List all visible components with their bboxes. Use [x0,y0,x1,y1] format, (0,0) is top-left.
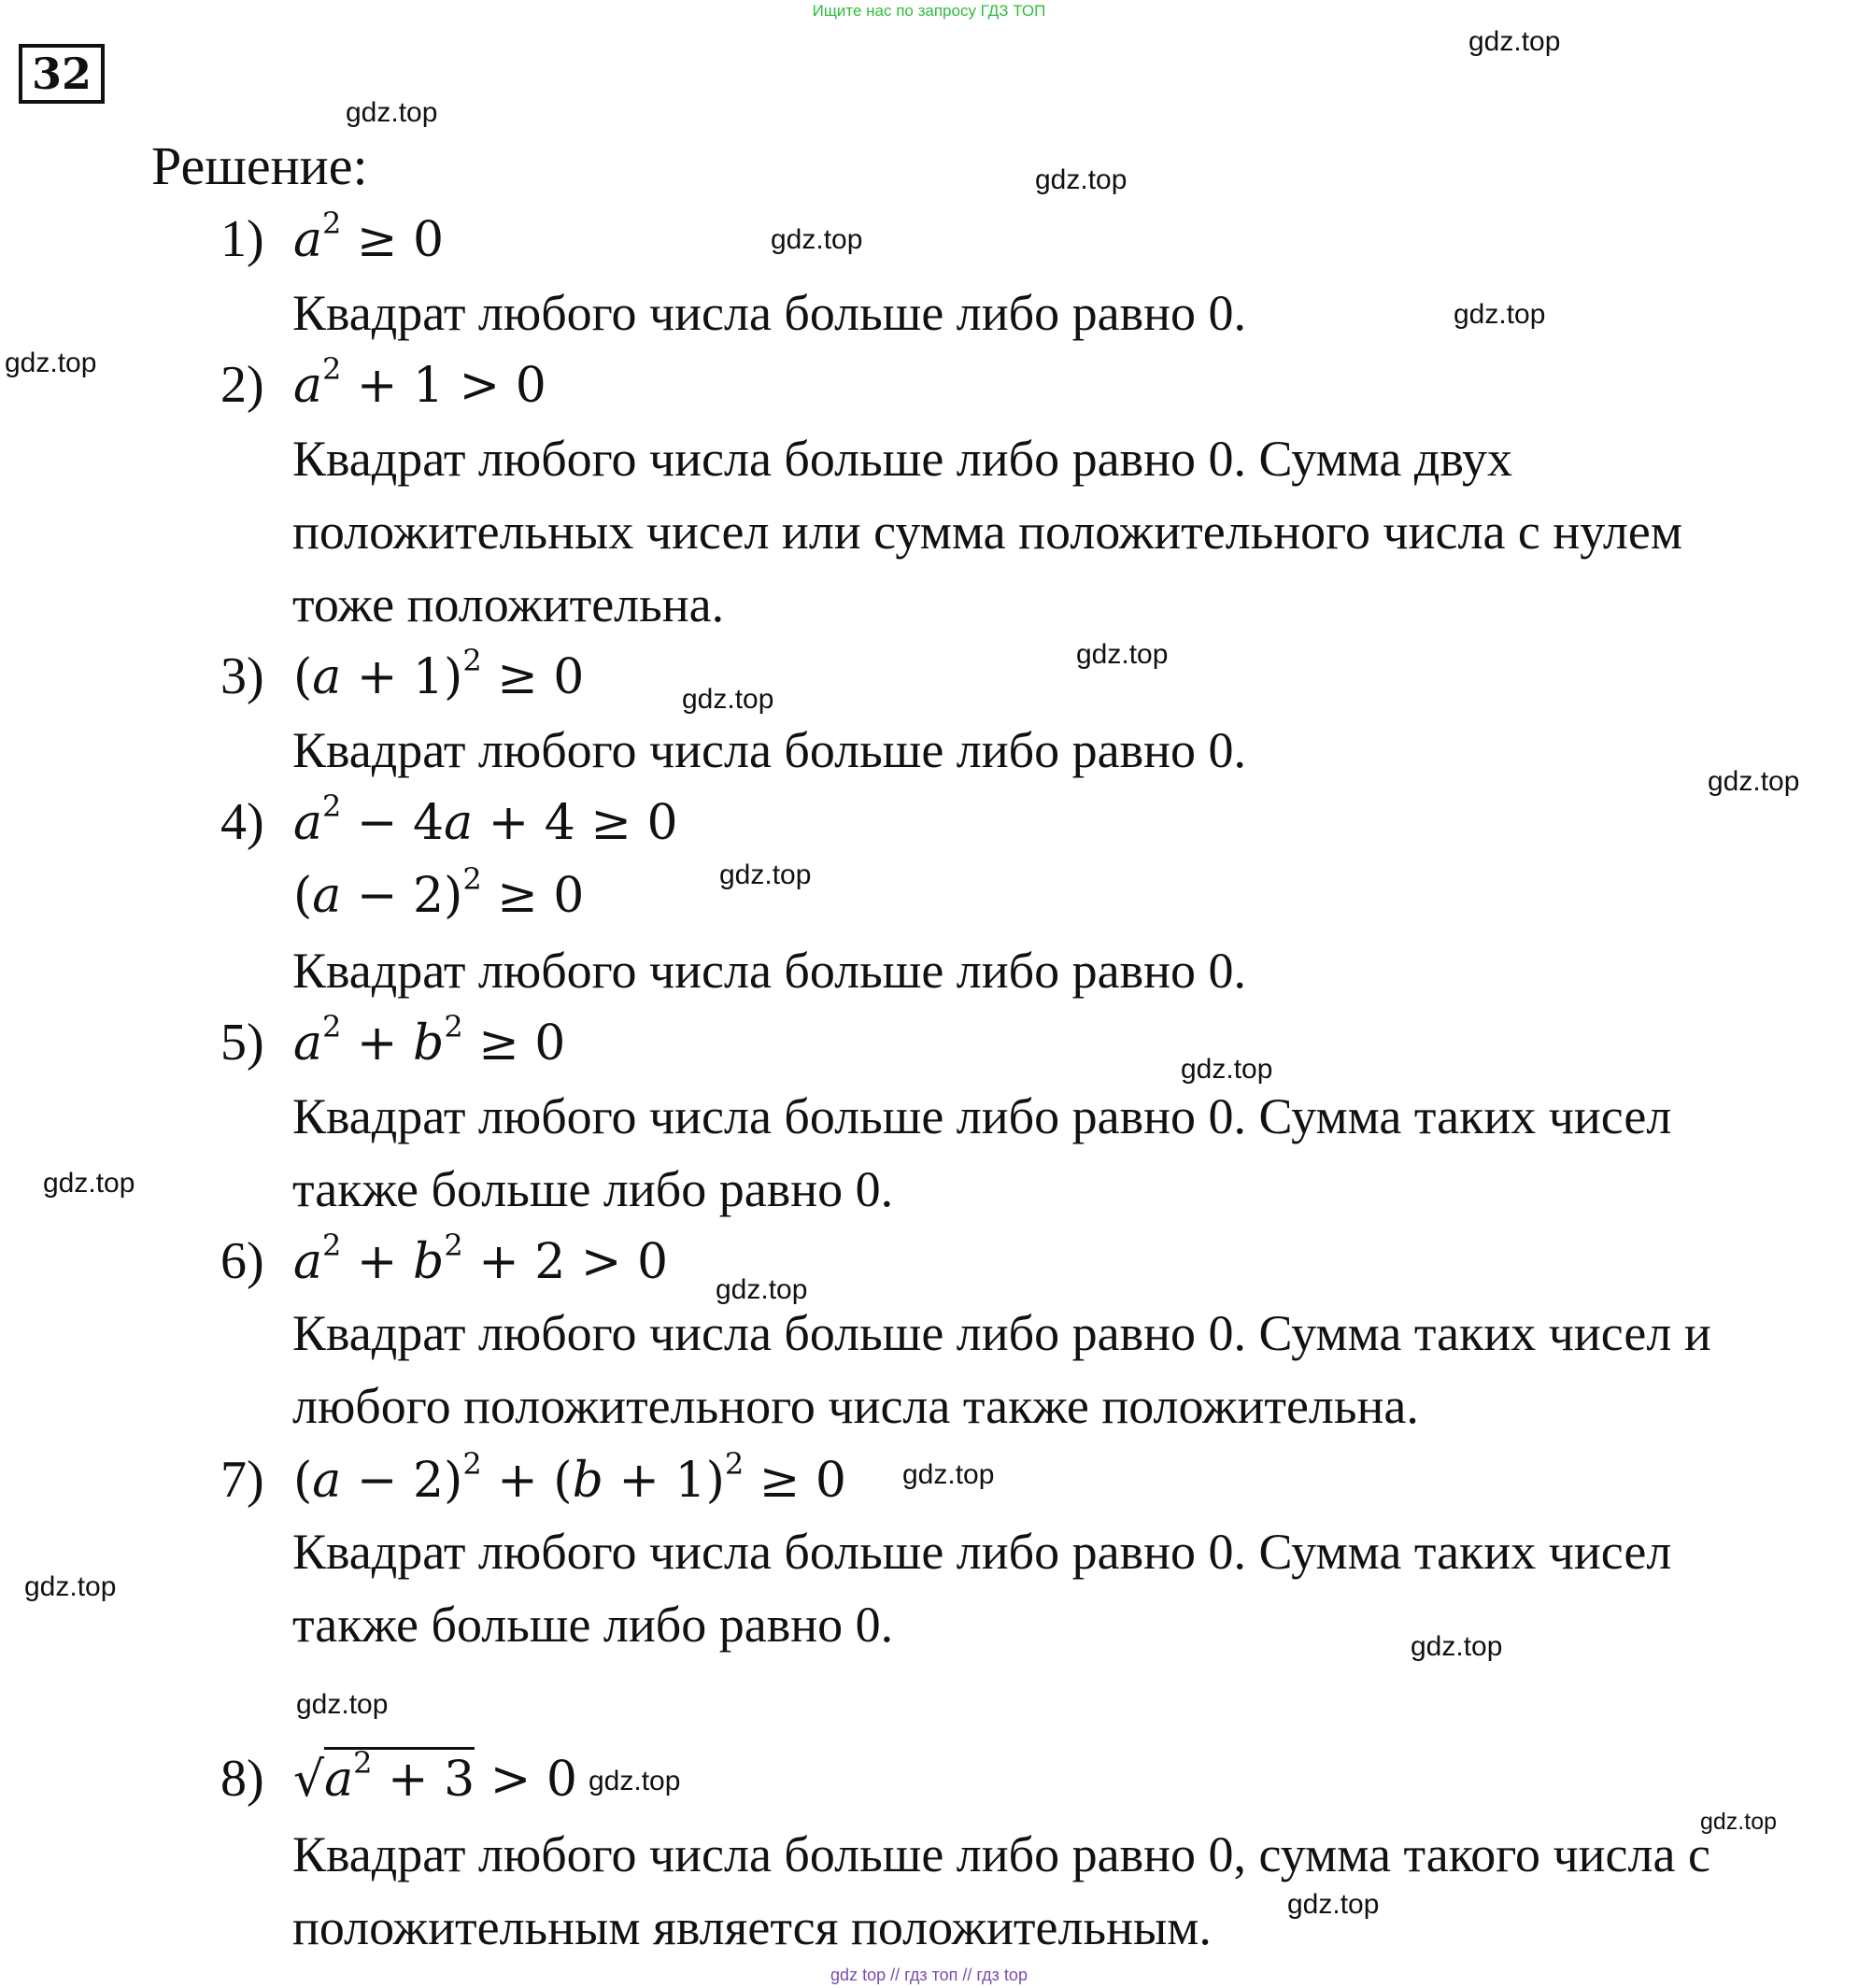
item-5-explanation [292,1080,1671,1226]
item-7 [220,1446,846,1510]
watermark: gdz.top [1468,26,1561,57]
explanation-line: Квадрат любого числа больше либо равно 0. Сумма двух [292,431,1513,487]
item-8-explanation [292,1818,1710,1964]
item-7-number: 7) [220,1451,264,1509]
watermark: gdz.top [771,224,863,255]
watermark: gdz.top [589,1766,681,1796]
top-banner: Ищите нас по запросу ГДЗ ТОП [812,2,1046,20]
item-5-formula: $a^2 + b^2 \ge 0$ [293,1009,566,1072]
watermark: gdz.top [43,1168,135,1199]
item-2-formula: $a^2 + 1 > 0$ [293,351,546,414]
watermark: gdz.top [5,348,97,378]
item-5-number: 5) [220,1014,264,1072]
watermark: gdz.top [1708,766,1800,797]
explanation-line: тоже положительна. [292,576,725,632]
watermark: gdz.top [346,97,438,128]
watermark: gdz.top [296,1689,389,1720]
explanation-line: положительным является положительным. [292,1899,1212,1955]
item-6-explanation [292,1297,1711,1442]
explanation-line: также больше либо равно 0. [292,1161,894,1217]
item-6-number: 6) [220,1232,264,1290]
item-4-number: 4) [220,793,264,851]
item-6-formula: $a^2 + b^2 + 2 > 0$ [293,1228,669,1290]
item-8-number: 8) [220,1750,264,1808]
item-8-formula: $√a^2 + 3 > 0$ [293,1745,577,1808]
item-4 [220,788,678,852]
explanation-line: Квадрат любого числа больше либо равно 0. Сумма таких чисел [292,1524,1672,1580]
explanation-line: Квадрат любого числа больше либо равно 0, сумма такого числа с [292,1826,1710,1882]
item-2-explanation [292,422,1682,641]
watermark: gdz.top [1411,1631,1503,1662]
explanation-line: любого положительного числа также положительна. [292,1378,1419,1434]
watermark: gdz.top [1454,299,1546,330]
item-1 [220,206,445,269]
item-5 [220,1009,566,1072]
item-1-number: 1) [220,210,264,268]
explanation-line: Квадрат любого числа больше либо равно 0. [292,722,1246,778]
sqrt-radicand: $a^2 + 3$ [324,1745,475,1808]
watermark: gdz.top [719,859,812,890]
item-4-explanation [292,934,1246,1007]
item-4-step [293,861,585,925]
problem-number: 32 [19,44,105,104]
watermark: gdz.top [1076,639,1169,670]
item-2-number: 2) [220,356,264,414]
watermark: gdz.top [1287,1889,1380,1920]
explanation-line: положительных чисел или сумма положительного числа с нулем [292,504,1683,560]
item-7-formula: $(a - 2)^2 + (b + 1)^2 \ge 0$ [293,1446,846,1509]
watermark: gdz.top [1181,1054,1273,1085]
watermark: gdz.top [24,1571,117,1602]
watermark: gdz.top [1035,164,1128,195]
item-3-number: 3) [220,647,264,705]
item-3-formula: $(a + 1)^2 \ge 0$ [293,643,585,705]
explanation-line: Квадрат любого числа больше либо равно 0. Сумма таких чисел [292,1088,1672,1144]
item-6 [220,1228,669,1291]
item-8 [220,1745,577,1809]
item-4-formula-2: $(a - 2)^2 \ge 0$ [293,861,585,924]
watermark: gdz.top [1700,1809,1778,1835]
explanation-line: Квадрат любого числа больше либо равно 0. Сумма таких чисел и [292,1305,1711,1361]
item-2 [220,351,546,415]
watermark: gdz.top [682,684,774,715]
watermark: gdz.top [716,1274,808,1305]
watermark: gdz.top [902,1459,995,1490]
explanation-line: Квадрат любого числа больше либо равно 0. [292,943,1246,999]
item-1-formula: $a^2 \ge 0$ [293,206,445,268]
footer-watermark: gdz top // гдз топ // гдз top [830,1966,1028,1984]
explanation-line: также больше либо равно 0. [292,1597,894,1653]
item-1-explanation [292,277,1246,349]
explanation-line: Квадрат любого числа больше либо равно 0. [292,285,1246,341]
solution-heading: Решение: [151,135,368,196]
item-3-explanation [292,714,1246,787]
item-3 [220,643,585,706]
item-4-formula: $a^2 - 4a + 4 \ge 0$ [293,788,678,851]
